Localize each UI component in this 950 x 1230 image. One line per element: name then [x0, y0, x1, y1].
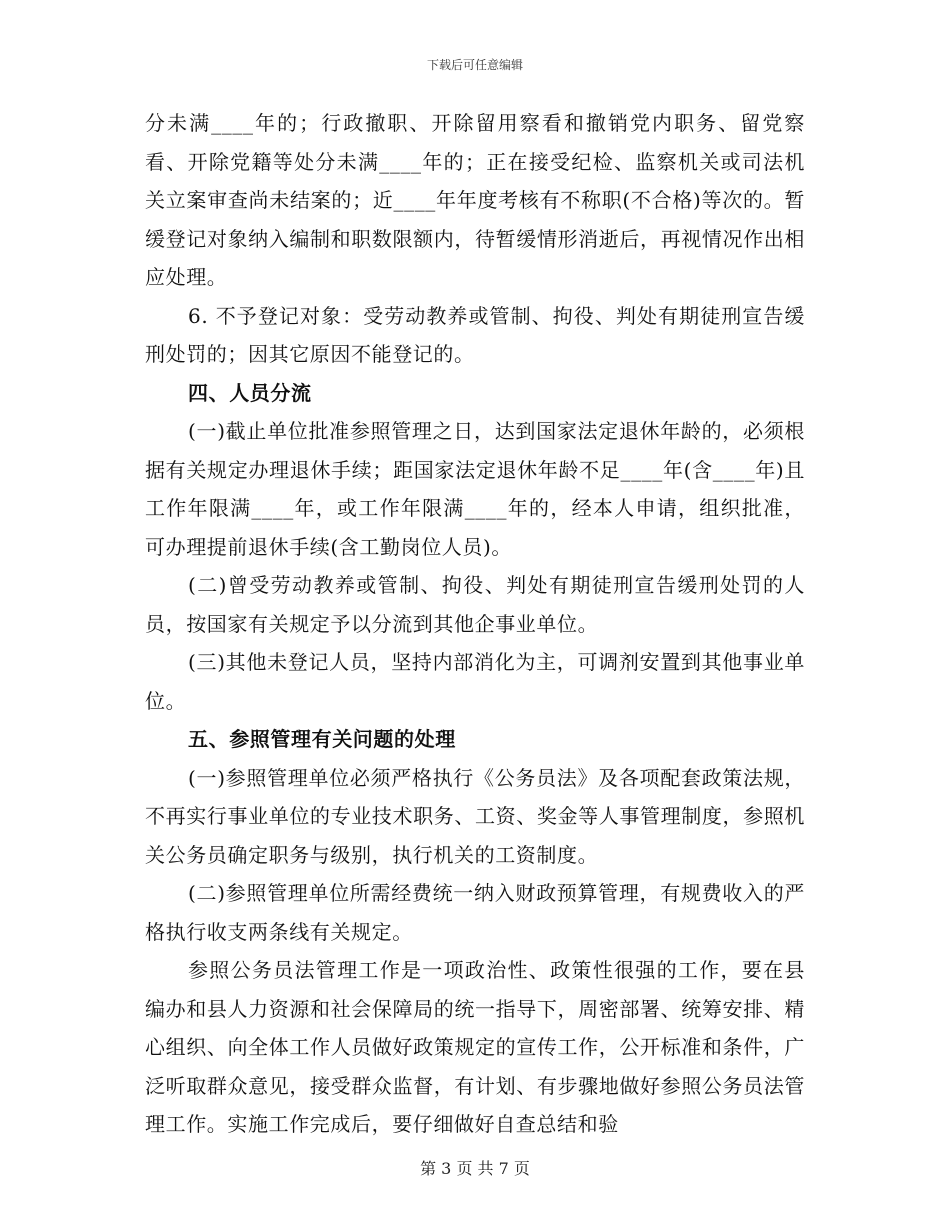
document-body — [145, 104, 805, 1144]
paragraph-unregistered: (三)其他未登记人员，坚持内部消化为主，可调剂安置到其他事业单位。 — [145, 650, 805, 713]
paragraph-deferred-registration: 分未满____年的；行政撤职、开除留用察看和撤销党内职务、留党察看、开除党籍等处分未满____年的；正在接受纪检、监察机关或司法机关立案审查尚未结案的；近____年年度考核有不称职(不合格)等次的。暂缓登记对象纳入编制和职数限额内，待暂缓情形消逝后，再视情况作出相应处理。 — [145, 111, 805, 289]
paragraph-diversion: (二)曾受劳动教养或管制、拘役、判处有期徒刑宣告缓刑处罚的人员，按国家有关规定予以分流到其他企事业单位。 — [145, 573, 805, 636]
paragraph-no-registration: 6. 不予登记对象：受劳动教养或管制、拘役、判处有期徒刑宣告缓刑处罚的；因其它原因不能登记的。 — [145, 303, 805, 366]
paragraph-retirement: (一)截止单位批准参照管理之日，达到国家法定退休年龄的，必须根据有关规定办理退休手续；距国家法定退休年龄不足____年(含____年)且工作年限满____年，或工作年限满____年的，经本人申请，组织批准，可办理提前退休手续(含工勤岗位人员)。 — [145, 419, 805, 559]
paragraph-civil-servant-law: (一)参照管理单位必须严格执行《公务员法》及各项配套政策法规，不再实行事业单位的专业技术职务、工资、奖金等人事管理制度，参照机关公务员确定职务与级别，执行机关的工资制度。 — [145, 765, 805, 867]
section-heading-personnel-diversion: 四、人员分流 — [188, 380, 312, 405]
paragraph-conclusion: 参照公务员法管理工作是一项政治性、政策性很强的工作，要在县编办和县人力资源和社会保障局的统一指导下，周密部署、统筹安排、精心组织、向全体工作人员做好政策规定的宣传工作，公开标准和条件，广泛听取群众意见，接受群众监督，有计划、有步骤地做好参照公务员法管理工作。实施工作完成后，要仔细做好自查总结和验 — [145, 958, 805, 1136]
page-number: 第 3 页 共 7 页 — [420, 1159, 530, 1178]
section-heading-management-issues: 五、参照管理有关问题的处理 — [188, 727, 456, 751]
page-header: 下载后可任意编辑 — [426, 58, 523, 72]
paragraph-budget: (二)参照管理单位所需经费统一纳入财政预算管理，有规费收入的严格执行收支两条线有关规定。 — [145, 881, 805, 944]
